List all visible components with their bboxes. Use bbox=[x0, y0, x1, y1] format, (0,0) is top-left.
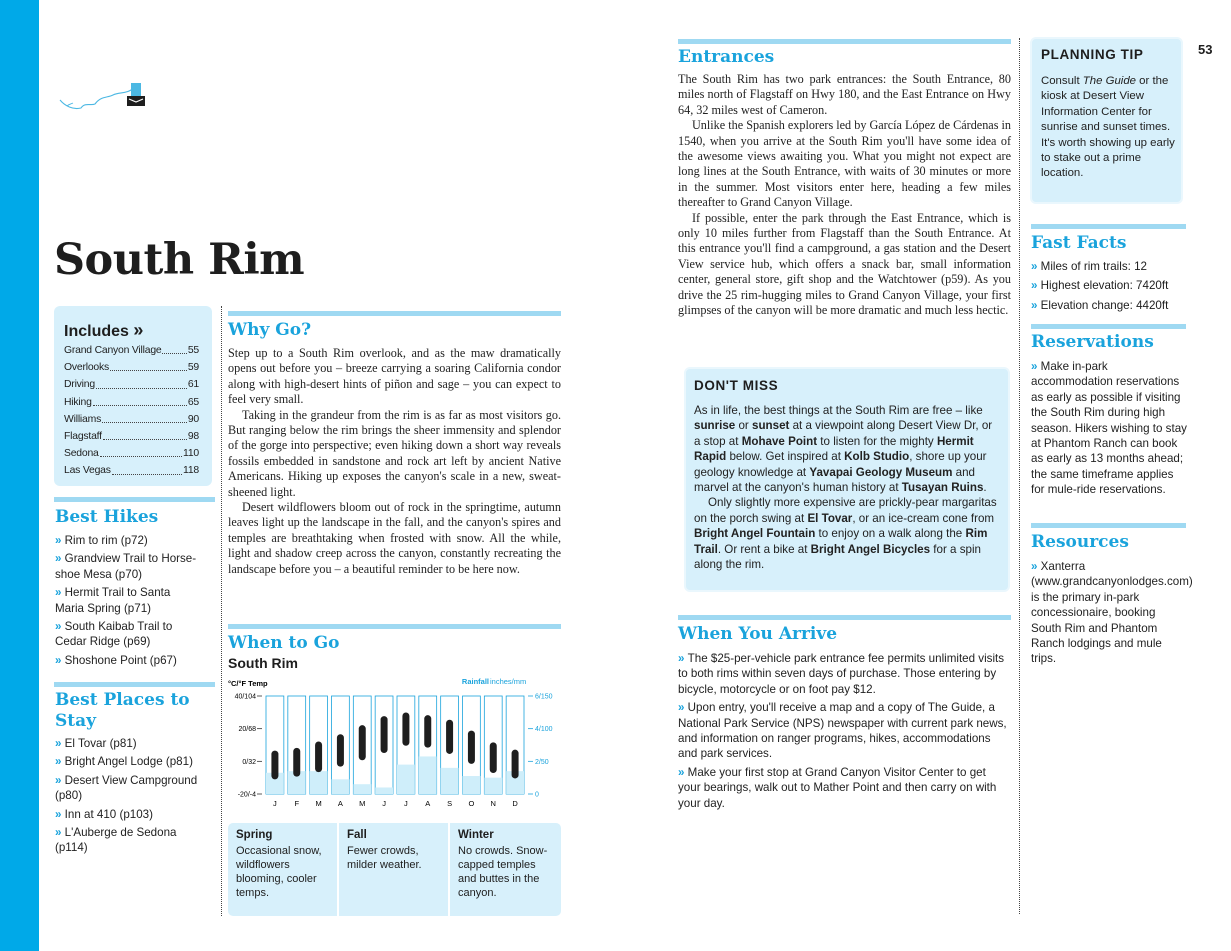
raquo-icon: » bbox=[1031, 298, 1041, 312]
highlight-place: Tusayan Ruins bbox=[901, 481, 984, 495]
leader-dots bbox=[102, 411, 187, 423]
entrances-rule bbox=[678, 39, 1011, 44]
reservations-text bbox=[1031, 359, 1188, 498]
fact-item bbox=[1031, 278, 1191, 293]
includes-item-page: 59 bbox=[187, 362, 199, 374]
includes-item-page: 98 bbox=[187, 431, 199, 443]
season-winter bbox=[450, 823, 561, 916]
place-item-text: L'Auberge de Sedona (p114) bbox=[55, 826, 177, 855]
raquo-icon: » bbox=[55, 807, 65, 821]
includes-item-page: 90 bbox=[187, 413, 199, 425]
column-divider bbox=[1019, 38, 1020, 914]
arrival-item bbox=[678, 700, 1011, 762]
includes-item[interactable] bbox=[64, 342, 199, 359]
raquo-icon: » bbox=[55, 653, 65, 667]
month-label: M bbox=[315, 799, 322, 808]
planning-tip-guide-title: The Guide bbox=[1082, 75, 1136, 87]
why-go-body bbox=[228, 346, 561, 577]
season-name: Winter bbox=[458, 829, 494, 841]
highlight-place: Bright Angel Fountain bbox=[694, 527, 816, 541]
why-go-paragraph: Step up to a South Rim overlook, and as the maw dramatically opens out before you – breeze carrying a soaring California condor along with high-desert hints of piñon and sage – you can expect to feel very small. bbox=[228, 346, 561, 407]
month-label: J bbox=[273, 799, 277, 808]
highlight-place: Hermit Rapid bbox=[694, 434, 974, 464]
map-locator-icon bbox=[55, 80, 155, 120]
month-label: O bbox=[468, 799, 475, 808]
raquo-icon: » bbox=[678, 765, 688, 779]
place-item bbox=[55, 773, 215, 804]
planning-tip-title: PLANNING TIP bbox=[1041, 47, 1144, 62]
leader-dots bbox=[96, 376, 187, 388]
fact-item-text: Highest elevation: 7420ft bbox=[1040, 279, 1169, 293]
raquo-icon: » bbox=[55, 755, 65, 769]
rainfall-bar bbox=[419, 756, 437, 794]
page-spine bbox=[0, 0, 39, 951]
dont-miss-text: . Or rent a bike at bbox=[717, 542, 811, 556]
why-go-rule bbox=[228, 311, 561, 316]
includes-item-name: Grand Canyon Village bbox=[64, 345, 162, 356]
fact-item bbox=[1031, 259, 1191, 274]
column-divider bbox=[221, 306, 222, 916]
climate-chart bbox=[226, 676, 562, 810]
dont-miss-paragraph bbox=[694, 403, 998, 495]
season-text: Fewer crowds, milder weather. bbox=[347, 845, 422, 871]
dont-miss-text: , shore up your geology knowledge at bbox=[694, 450, 987, 479]
leader-dots bbox=[103, 428, 187, 440]
includes-item[interactable] bbox=[64, 462, 199, 479]
highlight-place: sunset bbox=[752, 419, 790, 433]
includes-item-page: 55 bbox=[187, 345, 199, 356]
hike-item bbox=[55, 619, 215, 650]
temp-tick-label: -20/-4 bbox=[237, 791, 256, 799]
raquo-icon: » bbox=[1031, 279, 1041, 293]
rain-axis-label: Rainfall bbox=[461, 677, 489, 686]
includes-item-name: Hiking bbox=[64, 396, 92, 408]
resources-text bbox=[1031, 559, 1193, 667]
month-label: M bbox=[359, 799, 366, 808]
rainfall-bar bbox=[310, 771, 328, 794]
highlight-place: Bright Angel Bicycles bbox=[810, 542, 931, 556]
raquo-icon: » bbox=[55, 737, 65, 750]
entrances-paragraph: The South Rim has two park entrances: the South Entrance, 80 miles north of Flagstaff on Hwy 180, and the East Entrance on Hwy 64, 32 miles west of Cameron. bbox=[678, 72, 1011, 117]
includes-label: Includes bbox=[64, 323, 129, 340]
place-item bbox=[55, 825, 215, 856]
place-item-text: Desert View Campground (p80) bbox=[55, 773, 198, 803]
why-go-paragraph: Taking in the grandeur from the rim is as far as most visitors go. But ranging below the rim brings the sheer immensity and splendor of the gorge into perspective; even hiking down a short way reveals fossils embedded in sandstone and rock art left by ancient Native Americans. Hiking up exposes the canyon's scale in a new, sweat-sheened light. bbox=[228, 407, 561, 499]
raquo-icon: » bbox=[1031, 260, 1041, 273]
season-name: Spring bbox=[236, 829, 273, 841]
fact-item bbox=[1031, 298, 1191, 313]
highlight-place: Yavapai Geology Museum bbox=[809, 465, 953, 479]
rain-tick-label: 4/100 bbox=[535, 726, 553, 734]
rainfall-bar bbox=[375, 787, 393, 794]
planning-tip-text bbox=[1041, 74, 1175, 182]
highlight-place: sunrise bbox=[694, 419, 736, 433]
temp-axis-label: °C/°F Temp bbox=[228, 679, 268, 688]
dont-miss-body bbox=[694, 403, 998, 572]
leader-dots bbox=[93, 394, 187, 406]
highlight-place: Kolb Studio bbox=[844, 450, 910, 464]
best-hikes-rule bbox=[54, 497, 215, 502]
when-you-arrive-heading: When You Arrive bbox=[678, 624, 838, 644]
includes-item-name: Flagstaff bbox=[64, 431, 102, 443]
raquo-icon: » bbox=[55, 773, 65, 787]
month-label: A bbox=[337, 799, 343, 808]
place-item-text: Bright Angel Lodge (p81) bbox=[64, 755, 193, 769]
raquo-icon: » bbox=[678, 701, 688, 715]
raquo-icon: » bbox=[55, 620, 65, 634]
resources-rule bbox=[1031, 523, 1186, 528]
arrival-item-text: Upon entry, you'll receive a map and a copy of The Guide, a National Park Service (NPS) newspaper with current park news, and information on ranger programs, hikes, accommodations and park services. bbox=[678, 701, 1007, 761]
includes-item[interactable] bbox=[64, 376, 199, 393]
page-title: South Rim bbox=[54, 235, 305, 285]
why-go-paragraph: Desert wildflowers bloom out of rock in the springtime, autumn leaves light up the landscape in the fall, and the canyon's spires and temples are breathtaking when frosted with snow. All the while, light and shadow creep across the canyon, constantly recreating the landscape before you – a beautiful reminder to be here now. bbox=[228, 500, 561, 576]
includes-item-page: 65 bbox=[187, 396, 199, 408]
entrances-body bbox=[678, 72, 1011, 319]
rain-tick-label: 0 bbox=[535, 791, 539, 799]
raquo-icon: » bbox=[55, 552, 65, 566]
planning-tip-box bbox=[1030, 37, 1183, 204]
highlight-place: Rim Trail bbox=[694, 527, 988, 556]
rain-tick-label: 2/50 bbox=[535, 758, 549, 766]
month-label: D bbox=[512, 799, 518, 808]
dont-miss-text: . bbox=[983, 481, 987, 495]
fast-facts-heading: Fast Facts bbox=[1031, 233, 1127, 253]
month-label: N bbox=[490, 799, 496, 808]
resources-heading: Resources bbox=[1031, 532, 1129, 552]
includes-box bbox=[54, 306, 212, 486]
includes-item[interactable] bbox=[64, 359, 199, 376]
leader-dots bbox=[162, 342, 186, 354]
dont-miss-text: and marvel at the canyon's human history at bbox=[694, 465, 976, 495]
place-item bbox=[55, 754, 215, 769]
place-item-text: El Tovar (p81) bbox=[64, 737, 137, 750]
dont-miss-text: , or an ice-cream cone from bbox=[852, 511, 995, 525]
includes-item[interactable] bbox=[64, 411, 199, 428]
includes-item-name: Las Vegas bbox=[64, 465, 111, 477]
highlight-place: Mohave Point bbox=[741, 434, 818, 448]
entrances-paragraph: Unlike the Spanish explorers led by García López de Cárdenas in 1540, when you arrive at the South Rim you'll have some idea of the awesome views awaiting you. What you might not expect are long lines at the South Entrance, with waits of 30 minutes or more in the summer. Most visitors enter here, heading a few miles thereafter to Grand Canyon Village. bbox=[678, 118, 1011, 210]
season-name: Fall bbox=[347, 829, 367, 841]
fact-item-text: Miles of rim trails: 12 bbox=[1040, 260, 1147, 273]
raquo-icon: » bbox=[1031, 360, 1041, 373]
rainfall-bar bbox=[441, 768, 459, 794]
hike-item bbox=[55, 653, 215, 668]
hike-item-text: Hermit Trail to Santa Maria Spring (p71) bbox=[55, 586, 171, 615]
dont-miss-title: DON'T MISS bbox=[694, 378, 779, 393]
includes-list bbox=[64, 342, 199, 480]
dont-miss-paragraph bbox=[694, 495, 998, 572]
raquo-icon: » bbox=[55, 534, 65, 547]
temp-tick-label: 40/104 bbox=[234, 693, 256, 701]
leader-dots bbox=[112, 462, 182, 474]
temp-tick-label: 0/32 bbox=[242, 758, 256, 766]
hike-item bbox=[55, 551, 215, 582]
resources-body: Xanterra (www.grandcanyonlodges.com) is the primary in-park concessionaire, booking South Rim and Phantom Ranch lodgings and mule trips. bbox=[1031, 560, 1193, 666]
includes-item-name: Overlooks bbox=[64, 362, 109, 374]
includes-item-page: 61 bbox=[187, 379, 199, 391]
hike-item bbox=[55, 585, 215, 616]
place-item-text: Inn at 410 (p103) bbox=[64, 807, 153, 821]
leader-dots bbox=[100, 445, 182, 457]
highlight-place: El Tovar bbox=[807, 511, 853, 525]
includes-title bbox=[64, 320, 143, 341]
entrances-heading: Entrances bbox=[678, 47, 775, 67]
season-fall bbox=[339, 823, 448, 916]
raquo-icon: » bbox=[55, 586, 65, 600]
rainfall-bar bbox=[397, 765, 415, 794]
dont-miss-text: to listen for the mighty bbox=[817, 434, 937, 448]
dont-miss-box bbox=[684, 367, 1010, 592]
hike-item-text: Shoshone Point (p67) bbox=[64, 653, 177, 667]
includes-item[interactable] bbox=[64, 394, 199, 411]
raquo-icon: » bbox=[678, 652, 688, 665]
hike-item-text: Grandview Trail to Horse- shoe Mesa (p70) bbox=[55, 552, 197, 581]
best-places-heading: Best Places to Stay bbox=[55, 690, 190, 731]
rainfall-bar bbox=[353, 784, 371, 794]
page-number: 53 bbox=[1198, 42, 1213, 57]
hike-item bbox=[55, 533, 215, 548]
dont-miss-text: Only slightly more expensive are prickly-pear margaritas on the porch swing at bbox=[694, 496, 997, 525]
raquo-icon: » bbox=[1031, 560, 1041, 573]
fact-item-text: Elevation change: 4420ft bbox=[1040, 298, 1169, 312]
month-label: A bbox=[425, 799, 431, 808]
rain-axis-units: inches/mm bbox=[490, 677, 527, 686]
includes-item-page: 110 bbox=[183, 448, 199, 460]
includes-item-name: Sedona bbox=[64, 448, 99, 460]
dont-miss-text: or bbox=[735, 419, 753, 433]
when-to-go-rule bbox=[228, 624, 561, 629]
arrival-item bbox=[678, 765, 1011, 811]
arrival-item-text: Make your first stop at Grand Canyon Visitor Center to get your bearings, walk out to Mather Point and then carry on with your day. bbox=[678, 765, 997, 810]
fast-facts-rule bbox=[1031, 224, 1186, 229]
raquo-icon: » bbox=[55, 826, 65, 840]
dont-miss-text: below. Get inspired at bbox=[726, 450, 845, 464]
season-text: No crowds. Snow-capped temples and buttes in the canyon. bbox=[458, 845, 548, 899]
place-item bbox=[55, 807, 215, 822]
arrival-item-text: The $25-per-vehicle park entrance fee permits unlimited visits to both rims within seven days of purchase. Those entering by bicycle, motorcycle or on foot pay $12. bbox=[678, 652, 1005, 696]
best-hikes-heading: Best Hikes bbox=[55, 507, 159, 527]
temp-tick-label: 20/68 bbox=[238, 726, 256, 734]
season-text: Occasional snow, wildflowers blooming, cooler temps. bbox=[236, 845, 322, 899]
arrival-item bbox=[678, 651, 1011, 697]
dont-miss-text: As in life, the best things at the South Rim are free – like bbox=[694, 404, 983, 417]
when-you-arrive-list bbox=[678, 651, 1011, 814]
reservations-heading: Reservations bbox=[1031, 332, 1154, 352]
month-label: F bbox=[294, 799, 300, 808]
climate-chart-title: South Rim bbox=[228, 655, 298, 671]
rain-tick-label: 6/150 bbox=[535, 693, 553, 701]
hike-item-text: Rim to rim (p72) bbox=[64, 534, 148, 547]
month-label: S bbox=[447, 799, 453, 808]
place-item bbox=[55, 736, 215, 751]
dont-miss-text: for a spin along the rim. bbox=[694, 542, 981, 572]
when-you-arrive-rule bbox=[678, 615, 1011, 620]
includes-item-name: Driving bbox=[64, 379, 95, 391]
fast-facts-list bbox=[1031, 259, 1191, 317]
chevron-right-icon: » bbox=[133, 320, 144, 340]
planning-tip-text-part: or the kiosk at Desert View Information Center for sunrise and sunset times. It's worth showing up early to stake out a prime location. bbox=[1041, 75, 1175, 180]
rainfall-bar bbox=[463, 776, 481, 794]
season-spring bbox=[228, 823, 337, 916]
hike-item-text: South Kaibab Trail to Cedar Ridge (p69) bbox=[55, 620, 173, 649]
month-label: J bbox=[382, 799, 386, 808]
planning-tip-text-part: Consult bbox=[1041, 75, 1083, 87]
includes-item[interactable] bbox=[64, 428, 199, 445]
includes-item-page: 118 bbox=[183, 465, 199, 477]
includes-item-name: Williams bbox=[64, 413, 102, 425]
dont-miss-text: to enjoy on a walk along the bbox=[815, 527, 966, 541]
rainfall-bar bbox=[332, 779, 350, 794]
dont-miss-text: at a viewpoint along Desert View Dr, or a stop at bbox=[694, 419, 993, 448]
includes-item[interactable] bbox=[64, 445, 199, 462]
rainfall-bar bbox=[484, 778, 502, 794]
entrances-paragraph: If possible, enter the park through the East Entrance, which is only 10 miles further from Flagstaff than the South Entrance. At this entrance you'll find a campground, a gas station and the Desert View service hub, which offers a snack bar, small information center, general store, gift shop and the Watchtower (p59). As you drive the 25 rim-hugging miles to Grand Canyon Village, your first glimpses of the canyon will be more dramatic and much less hectic. bbox=[678, 210, 1011, 318]
best-places-rule bbox=[54, 682, 215, 687]
why-go-heading: Why Go? bbox=[228, 320, 312, 340]
month-label: J bbox=[404, 799, 408, 808]
when-to-go-heading: When to Go bbox=[228, 633, 340, 653]
best-places-list bbox=[55, 736, 215, 859]
reservations-rule bbox=[1031, 324, 1186, 329]
reservations-body: Make in-park accommodation reservations as early as possible if visiting the South Rim during high season. Hikers wishing to stay at Phantom Ranch can book as early as 13 months ahead; the same timeframe applies for mule-ride reservations. bbox=[1031, 360, 1187, 497]
best-hikes-list bbox=[55, 533, 215, 671]
leader-dots bbox=[110, 359, 187, 371]
